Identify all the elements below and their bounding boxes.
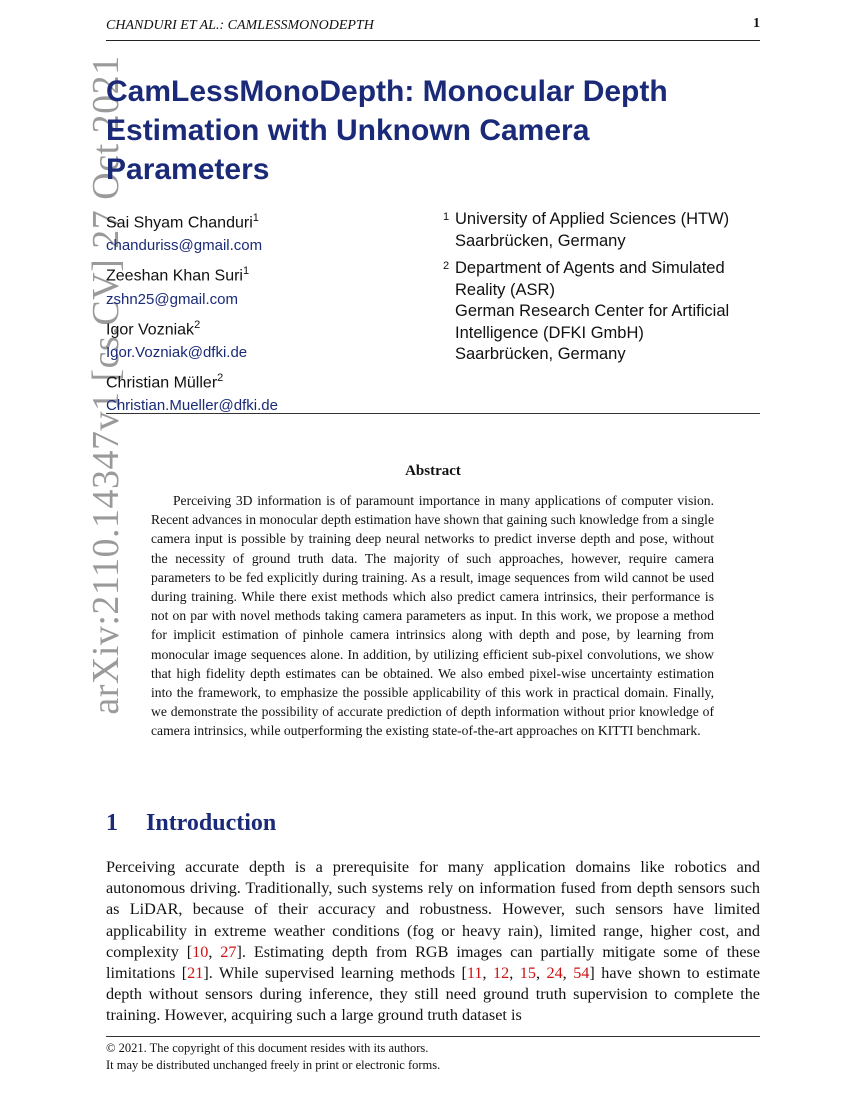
citation-separator: ,	[562, 964, 574, 983]
author-affil-mark: 1	[242, 265, 250, 278]
citation-separator: ,	[535, 964, 547, 983]
header-divider	[106, 413, 760, 414]
citation-link[interactable]: 12	[493, 964, 510, 983]
author-affil-mark: 2	[217, 371, 224, 384]
author-email[interactable]: chanduriss@gmail.com	[106, 237, 263, 255]
affiliation-line: Saarbrücken, Germany	[455, 345, 626, 363]
citation-link[interactable]: 11	[466, 964, 483, 983]
footer-divider	[106, 1036, 760, 1037]
author-name: Sai Shyam Chanduri	[106, 214, 253, 232]
abstract-heading: Abstract	[405, 463, 461, 479]
author-affil-mark: 2	[194, 318, 201, 331]
footer-line: © 2021. The copyright of this document resides with its authors.	[106, 1041, 429, 1055]
affiliation-line: University of Applied Sciences (HTW)	[455, 210, 730, 228]
affiliation-line: German Research Center for Artificial	[455, 302, 730, 320]
affiliation-mark: 2	[443, 260, 450, 272]
author-name: Christian Müller	[106, 374, 218, 392]
affiliation-entry	[443, 209, 763, 252]
intro-text: ]. While supervised learning methods [	[203, 964, 467, 983]
author-email[interactable]: zshn25@gmail.com	[106, 290, 238, 308]
author-entry	[106, 367, 426, 418]
running-header	[106, 16, 760, 41]
citation-link[interactable]: 54	[573, 964, 590, 983]
affiliation-line: Department of Agents and Simulated	[455, 259, 725, 277]
citation-separator: ,	[509, 964, 520, 983]
affiliation-list	[443, 209, 763, 372]
affiliation-mark: 1	[443, 211, 450, 223]
affiliation-entry	[443, 258, 763, 366]
running-title: CHANDURI ET AL.: CAMLESSMONODEPTH	[106, 18, 374, 33]
arxiv-watermark: arXiv:2110.14347v1 [cs.CV] 27 Oct 2021	[85, 55, 127, 715]
intro-paragraph	[106, 857, 760, 1027]
author-entry	[106, 260, 426, 311]
affiliation-line: Intelligence (DFKI GmbH)	[455, 323, 644, 342]
citation-link[interactable]: 10	[192, 942, 209, 961]
affiliation-line: Reality (ASR)	[455, 280, 555, 299]
citation-separator: ,	[482, 964, 494, 983]
author-entry	[106, 314, 426, 365]
intro-text: ] have shown to estimate depth without sensors during inference, they still need ground truth supervision to complete the training. However, acquiring such a large ground truth dataset is	[106, 964, 761, 1025]
paper-title: CamLessMonoDepth: Monocular Depth Estimation with Unknown Camera Parameters	[106, 75, 668, 186]
author-affil-mark: 1	[252, 212, 259, 224]
author-name: Igor Vozniak	[106, 320, 195, 338]
intro-text: Perceiving accurate depth is a prerequisite for many application domains like robotics and autonomous driving. Traditionally, such systems rely on information fused from depth sensors such as LiDAR, because of their accuracy and robustness. However, such sensors have limited applicability in extreme weather conditions (fog or heavy rain), limited range, higher cost, and complexity [	[106, 858, 760, 961]
section-heading	[106, 810, 276, 837]
introduction-body	[106, 857, 760, 1027]
page-number: 1	[753, 16, 760, 31]
author-email[interactable]: Igor.Vozniak@dfki.de	[106, 343, 248, 361]
citation-link[interactable]: 21	[187, 964, 204, 983]
abstract-body	[151, 491, 714, 741]
copyright-footer	[106, 1040, 760, 1074]
section-number: 1	[106, 810, 118, 836]
citation-link[interactable]: 24	[546, 964, 563, 983]
citation-link[interactable]: 27	[220, 942, 237, 961]
intro-text: ]. Estimating depth from RGB images can partially mitigate some of these limitations [	[106, 942, 761, 983]
author-email[interactable]: Christian.Mueller@dfki.de	[106, 397, 278, 415]
footer-line: It may be distributed unchanged freely in print or electronic forms.	[106, 1058, 441, 1072]
author-list	[106, 207, 426, 420]
section-title: Introduction	[146, 810, 277, 836]
citation-separator: ,	[208, 942, 221, 961]
affiliation-line: Saarbrücken, Germany	[455, 231, 626, 250]
author-entry	[106, 207, 426, 258]
citation-link[interactable]: 15	[519, 964, 536, 983]
author-name: Zeeshan Khan Suri	[106, 267, 243, 285]
abstract-text: Perceiving 3D information is of paramount importance in many applications of computer vision. Recent advances in monocular depth estimation have shown that gaining such knowledge from a single camera input is possible by training deep neural networks to predict inverse depth and pose, without the necessity of ground truth data. The majority of such approaches, however, require camera parameters to be fed explicitly during training. As a result, image sequences from wild cannot be used during training. While there exist methods which also predict camera intrinsics, their performance is not on par with novel methods taking camera parameters as input. In this work, we propose a method for implicit estimation of pinhole camera intrinsics along with depth and pose, by learning from monocular image sequences alone. In addition, by utilizing efficient sub-pixel convolutions, we show that high fidelity depth estimates can be obtained. We also embed pixel-wise uncertainty estimation into the framework, to emphasize the possible applicability of this work in practical domain. Finally, we demonstrate the possibility of accurate prediction of depth information without prior knowledge of camera intrinsics, while outperforming the existing state-of-the-art approaches on KITTI benchmark.	[151, 493, 714, 739]
